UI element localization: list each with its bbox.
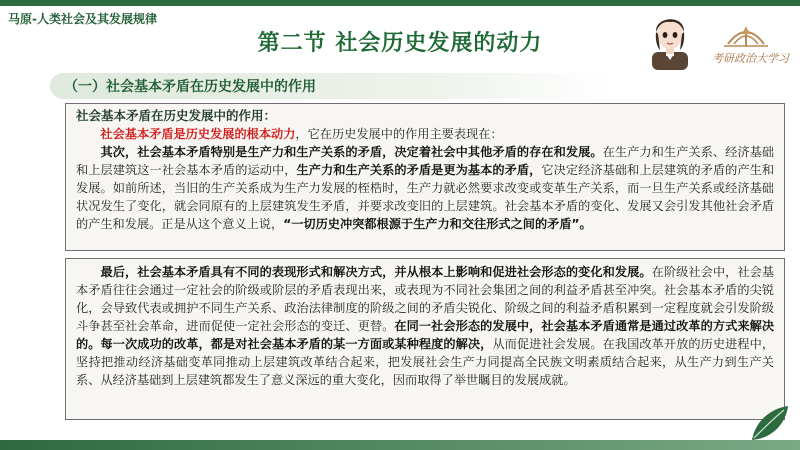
logo-text: 考研政治大学习: [712, 52, 789, 65]
box1-label: 社会基本矛盾在历史发展中的作用：: [76, 108, 277, 123]
page-title: 第二节 社会历史发展的动力: [257, 31, 543, 56]
course-title: 马原-人类社会及其发展规律: [8, 12, 157, 26]
p1-quote: “一切历史冲突都根源于生产力和交往形式之间的矛盾”。: [283, 217, 592, 231]
p2-bold-b: 在同一社会形态的发展中，社会基本矛盾通常是通过改革的方式来解决的。每一次成功的改革，都是对社会基本矛盾的某一方面或某种程度的解决，: [76, 319, 775, 351]
avatar: [646, 8, 694, 70]
p2-bold-a: 最后，社会基本矛盾具有不同的表现形式和解决方式，并从根本上影响和促进社会形态的变化和发展。: [100, 265, 652, 279]
intro-highlight: 社会基本矛盾是历史发展的根本动力: [100, 127, 296, 141]
p1-text-b: 它决定经济基础和上层建筑的矛盾的产生和发展。如前所述，当旧的生产关系成为生产力发展的桎梏时，生产力就必然要求改变或变革生产关系，而一旦生产关系或经济基础状况发生了变化，就会同原有的上层建筑发生矛盾，并要求改变旧的上层建筑。社会基本矛盾的变化、发展又会引发其他社会矛盾的产生和发展。正是从这个意义上说，: [76, 163, 775, 231]
section-heading: （一）社会基本矛盾在历史发展中的作用: [64, 79, 316, 95]
p2-text-b: 从而促进社会发展。在我国改革开放的历史进程中，坚持把推动经济基础变革同推动上层建筑改革结合起来，把发展社会生产力同提高全民族文明素质结合起来，从生产力到生产关系、从经济基础到上层建筑都发生了意义深远的重大变化，因而取得了举世瞩目的发展成就。: [76, 337, 775, 387]
section-heading-bar: [50, 73, 610, 99]
p1-text-a: 在生产力和生产关系、经济基础和上层建筑这一社会基本矛盾的运动中，: [76, 145, 775, 177]
content-box-2: [65, 258, 785, 420]
content-box-1: [65, 103, 785, 251]
intro-rest: ，它在历史发展中的作用主要表现在：: [295, 127, 503, 141]
p2-text-a: 在阶级社会中，社会基本矛盾往往会通过一定社会的阶级或阶层的矛盾表现出来，或表现为不同社会集团之间的利益矛盾甚至冲突。社会基本矛盾的尖锐化，会导致代表或拥护不同生产关系、政治法律制度的阶级之间的矛盾尖锐化、阶级之间的利益矛盾积累到一定程度就会引发阶级斗争甚至社会革命，进而促使一定社会形态的变迁、更替。: [76, 265, 775, 333]
top-bar: [0, 0, 800, 6]
leaf-decoration-icon: [746, 402, 792, 444]
box2-text: [76, 263, 774, 389]
p1-bold-a: 其次，社会基本矛盾特别是生产力和生产关系的矛盾，决定着社会中其他矛盾的存在和发展。: [100, 145, 603, 159]
box1-text: [76, 107, 774, 233]
p1-bold-b: 生产力和生产关系的矛盾是更为基本的矛盾，: [296, 163, 542, 177]
bottom-bar: [0, 440, 800, 450]
